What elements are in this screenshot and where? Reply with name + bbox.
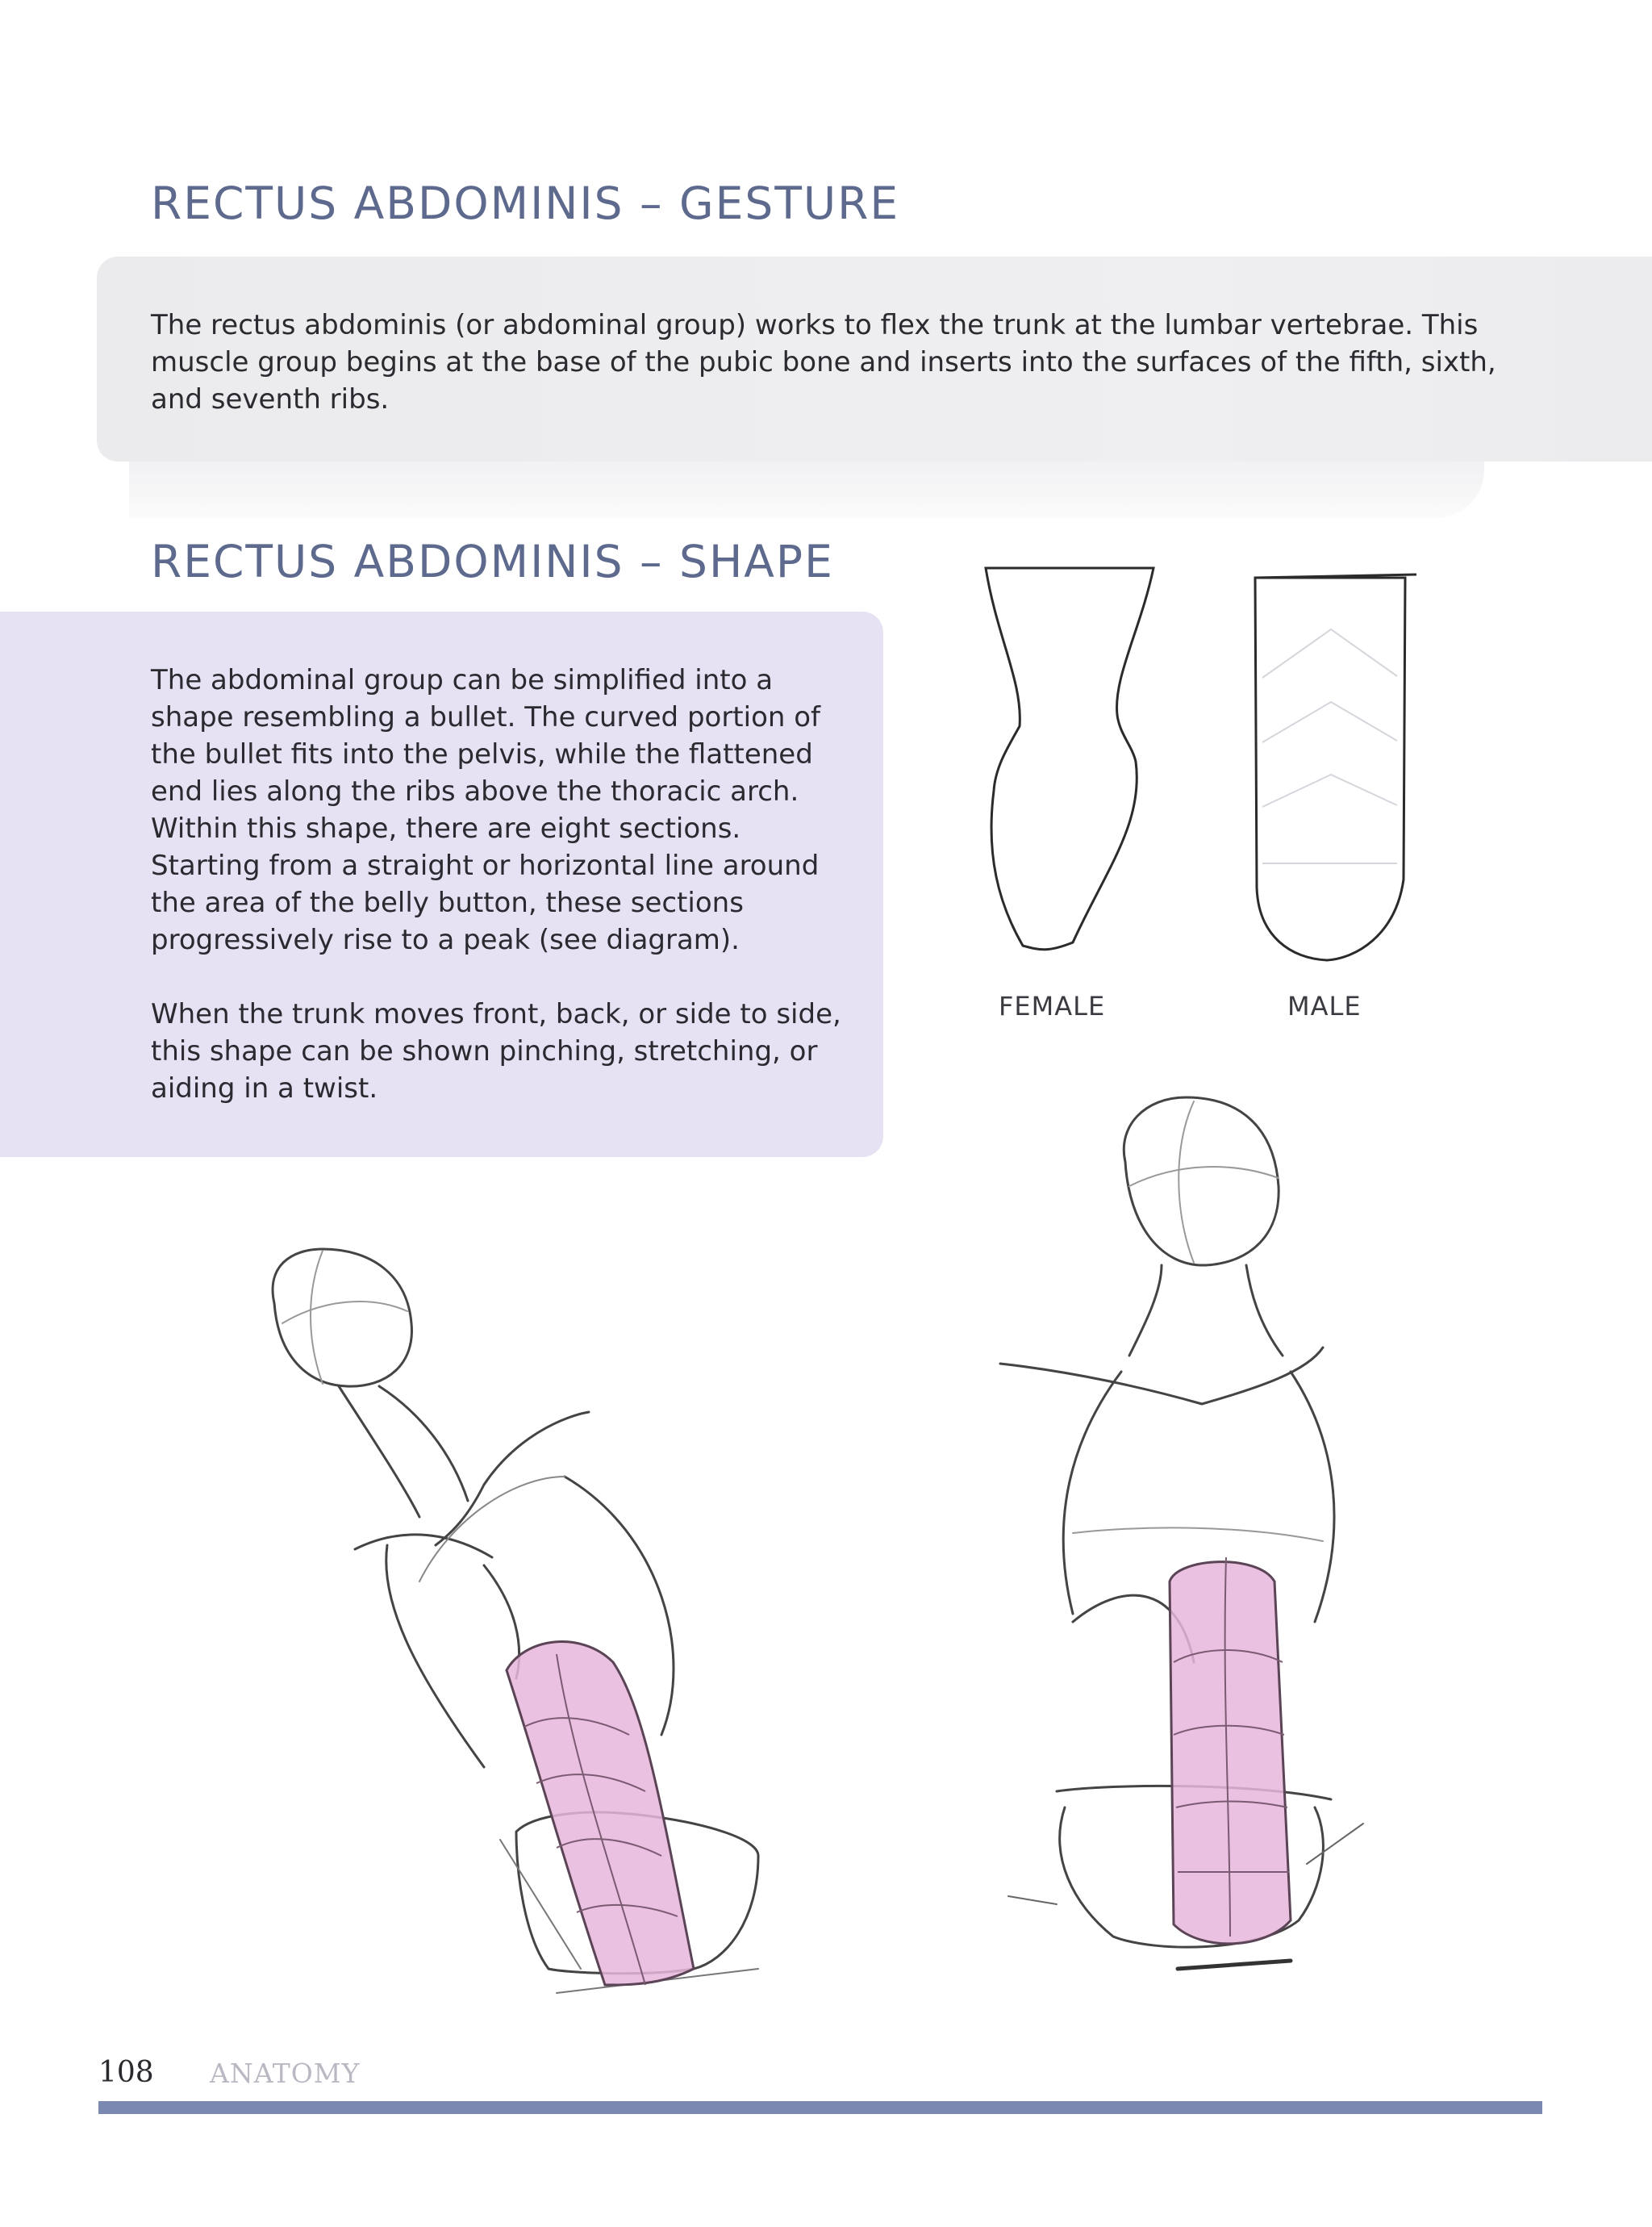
female-label: FEMALE [999,991,1106,1022]
left-torso-gesture-sketch [273,1249,758,1993]
gesture-description: The rectus abdominis (or abdominal group) works to flex the trunk at the lumbar vertebrae. This muscle group begins at the base of the pubic bone and inserts into the surfaces of the fifth, sixth, and seventh ribs. [151,309,1496,416]
shape-description-paragraph-2: When the trunk moves front, back, or side to side, this shape can be shown pinching, stretching, or aiding in a twist. [151,998,841,1105]
left-abdominal-bullet-shape [507,1642,694,1985]
male-bullet-diagram [1255,575,1416,960]
page-number: 108 [98,2056,154,2089]
shape-heading: RECTUS ABDOMINIS – SHAPE [151,536,834,587]
female-bullet-diagram [986,568,1153,950]
footer-rule [98,2101,1542,2114]
gesture-heading: RECTUS ABDOMINIS – GESTURE [151,178,900,229]
section-name: ANATOMY [210,2058,361,2089]
male-label: MALE [1287,991,1362,1022]
right-abdominal-bullet-shape [1170,1557,1291,1944]
shape-description-paragraph-1: The abdominal group can be simplified into a shape resembling a bullet. The curved portion of the bullet fits into the pelvis, while the flattened end lies along the ribs above the thoracic arch. Within this shape, there are eight sections. Starting from a straight or horizontal line around the area of the belly button, these sections progressively rise to a peak (see diagram). [151,664,821,956]
